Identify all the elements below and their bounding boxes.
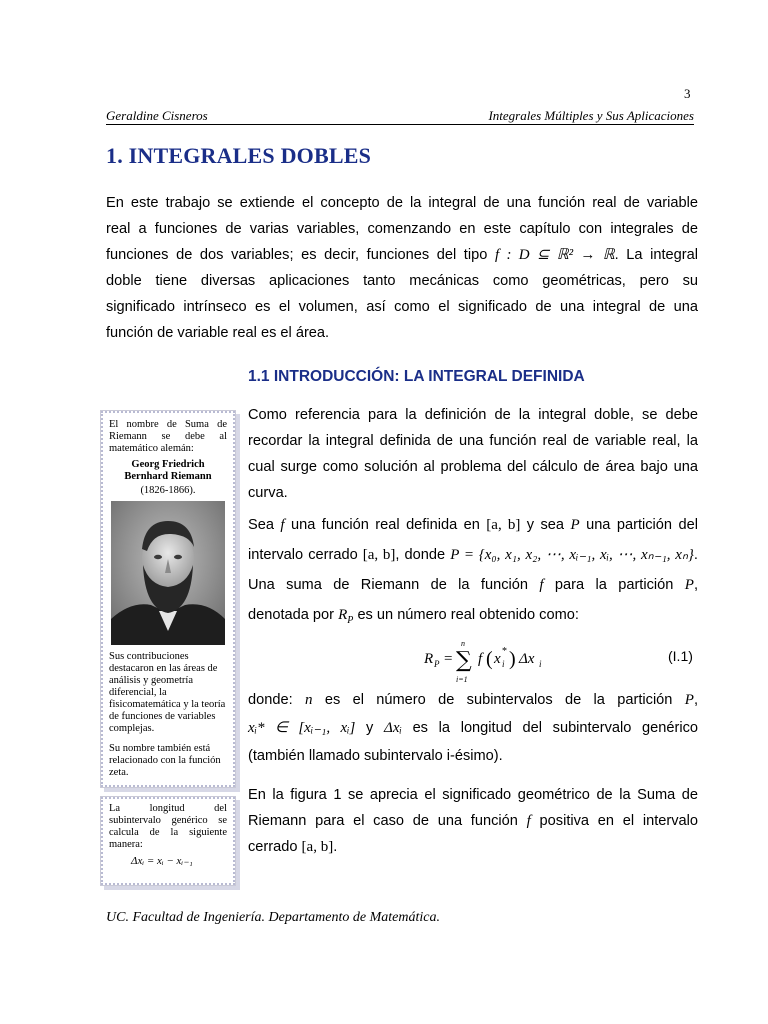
sidebox-name-line2: Bernhard Riemann [124,471,212,482]
page-number: 3 [684,86,691,101]
intro-text: . La integral [614,247,698,263]
riemann-biography-box [100,410,236,788]
sidebox-contributions: Sus contribuciones destacaron en las áreas de análisis y geometría diferencial, la fisicomatemática y la teoría de funciones de variables complejas. [109,651,226,734]
p4-text: Riemann para el caso de una función [248,813,518,829]
equation-number: (I.1) [668,648,693,664]
formula-arg-sup: * [502,646,507,657]
var-Rp [338,607,354,626]
p3-text: es la longitud del subintervalo genérico [412,720,699,736]
p3-text: , [693,692,698,708]
interval-ab: [a, b] [362,547,396,563]
p2-line [248,600,698,630]
header-rule [106,124,694,125]
var-f: f [526,813,531,829]
p4-line [248,808,698,834]
p2-text: , [693,577,698,593]
formula-arg-sub: i [502,659,505,669]
partition-formula: P = {x₀, x₁, x₂, ⋯, xᵢ₋₁, xᵢ, ⋯, xₙ₋₁, xₙ} [450,547,694,563]
p2-text: Una suma de Riemann de la función [248,577,528,593]
formula-lhs-sub: P [434,659,440,669]
p3-text: y [366,720,374,736]
interval-ab: [a, b] [486,517,521,533]
delta-xi: Δxᵢ [384,720,402,736]
p2-line [248,510,698,540]
p1-line: Como referencia para la definición de la integral doble, se debe [248,407,698,423]
intro-line: doble tiene diversas aplicaciones tanto mecánicas como geométricas, pero su [106,273,698,289]
paragraph-4 [248,782,698,860]
sidebox-name [109,459,227,483]
p3-text: donde: [248,692,293,708]
p2-text: denotada por [248,607,335,623]
p3-line: (también llamado subintervalo i-ésimo). [248,748,503,764]
intro-line: significado intrínseco es el volumen, así como el significado de una integral de una [106,299,698,315]
p2-text: Sea [248,517,274,533]
chapter-title: 1. INTEGRALES DOBLES [106,143,372,168]
footer-text: UC. Facultad de Ingeniería. Departamento de Matemática. [106,910,440,925]
var-P: P [684,577,694,593]
paragraph-3 [248,686,698,770]
paragraph-2 [248,510,698,630]
formula-eq: = [444,651,453,667]
formula-term: f [478,651,483,667]
sidebox-zeta: Su nombre también está relacionado con la función zeta. [109,743,221,778]
intro-paragraph [106,190,698,346]
var-n: n [304,692,313,708]
var-Rp-base: R [338,607,348,623]
intro-line: real a funciones de varias variables, comenzando en este capítulo con integrales de [106,221,698,237]
var-f: f [280,517,285,533]
formula-delta-sub: i [539,659,542,669]
p3-line [248,686,698,714]
intro-line [106,242,698,268]
p2-text: , donde [395,547,446,563]
header-author: Geraldine Cisneros [106,108,208,123]
p4-line [248,834,698,860]
function-type-formula: f : D ⊆ ℝ² → ℝ [494,247,615,263]
subinterval-length-box [100,796,236,886]
header-title: Integrales Múltiples y Sus Aplicaciones [488,108,694,123]
intro-line: función de variable real es el área. [106,325,330,341]
sidebox-dates: (1826-1866). [140,485,196,496]
formula-lhs: R [424,651,434,667]
p2-text: una función real definida en [291,517,480,533]
sigma-symbol: ∑ [456,648,472,673]
p1-line: recordar la integral definida de una función real de variable real, la [248,433,698,449]
formula-arg: x [494,651,501,667]
p4-line: En la figura 1 se aprecia el significado geométrico de la Suma de [248,787,698,803]
formula-paren-close: ) [509,648,516,670]
intro-text: funciones de dos variables; es decir, funciones del tipo [106,247,488,263]
p2-text: intervalo cerrado [248,547,358,563]
formula-delta: Δx [519,651,535,667]
p3-line [248,714,698,742]
section-title: 1.1 INTRODUCCIÓN: LA INTEGRAL DEFINIDA [248,368,585,385]
var-Rp-sub: P [347,615,354,626]
p2-text: es un número real obtenido como: [357,607,579,623]
p2-text: una partición del [586,517,698,533]
sidebox2-formula: Δxᵢ = xᵢ − xᵢ₋₁ [131,855,193,867]
formula-sum-bottom: i=1 [456,675,468,684]
sidebox-intro: El nombre de Suma de Riemann se debe al matemático alemán: [109,419,227,454]
p1-line: curva. [248,485,288,501]
p4-text: positiva en el intervalo [539,813,698,829]
interval-ab: [a, b] [301,839,334,855]
var-f: f [539,577,544,593]
p2-text: . [693,547,698,563]
riemann-sum-formula [416,636,566,686]
p2-text: y sea [526,517,565,533]
xi-star-formula: xᵢ* ∈ [xᵢ₋₁, xᵢ] [248,720,356,736]
sidebox-name-line1: Georg Friedrich [131,459,205,470]
p3-text: es el número de subintervalos de la partición [324,692,673,708]
riemann-portrait [111,501,225,645]
var-P: P [570,517,580,533]
p2-line [248,570,698,600]
p2-text: para la partición [554,577,674,593]
p1-line: cual surge como solución al problema del cálculo de área bajo una [248,459,698,475]
sidebox2-text: La longitud del subintervalo genérico se calcula de la siguiente manera: [109,803,227,850]
intro-line: En este trabajo se extiende el concepto de la integral de una función real de variable [106,195,698,211]
formula-sum-top: n [461,639,465,648]
paragraph-1 [248,402,698,506]
p2-line [248,540,698,570]
var-P: P [684,692,694,708]
p4-text: cerrado [248,839,298,855]
formula-paren-open: ( [486,648,493,670]
p4-text: . [333,839,338,855]
